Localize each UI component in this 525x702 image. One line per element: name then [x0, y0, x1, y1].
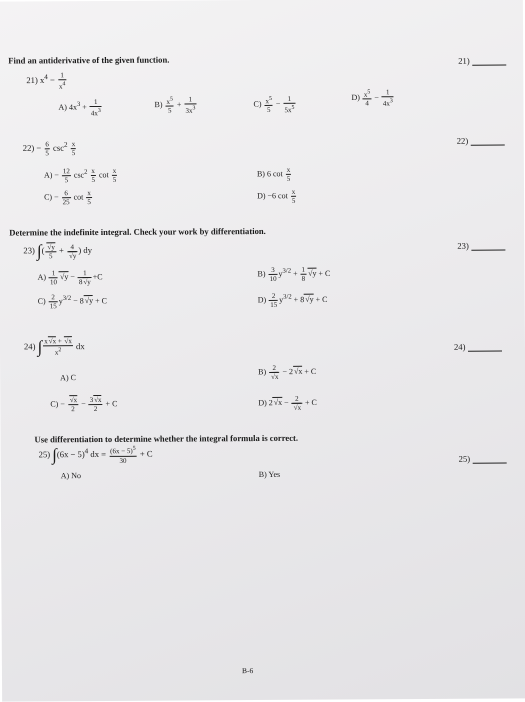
- page-label: B-6: [241, 666, 254, 676]
- q24-choice-d[interactable]: D) 2√x − $\frac{2}{√x}$ + C: [258, 394, 317, 412]
- q23-choice-c[interactable]: C) $\frac{2}{15}$ $y^{3/2} - 8√y + C$: [37, 293, 108, 311]
- q24-prompt: 24) ∫ $\frac{x√x + √x}{x^2}$ dx: [23, 337, 85, 357]
- q22-answer-blank[interactable]: [457, 136, 506, 146]
- q22-choice-c[interactable]: C) − $\frac{6}{25}$ cot $\frac{x}{5}$: [44, 189, 91, 207]
- q23-answer-blank[interactable]: [457, 241, 506, 251]
- section1-instruction: Find an antiderivative of the given function.: [8, 54, 170, 66]
- q25-answer-blank[interactable]: [459, 454, 508, 464]
- q23-choice-d[interactable]: D) $\frac{2}{15}$ $y^{3/2} + 8√y + C$: [257, 291, 328, 309]
- q22-choice-b[interactable]: B) 6 cot $\frac{x}{5}$: [256, 165, 291, 183]
- q23-prompt: 23) ∫( $\frac{√y}{5}$ + $\frac{4}{√y}$ ) dy: [23, 241, 93, 261]
- q25-choice-a[interactable]: A) No: [60, 471, 82, 481]
- q21-number: 21): [458, 55, 470, 66]
- section3-instruction: Use differentiation to determine whether the integral formula is correct.: [34, 432, 299, 445]
- q22-prompt: 22) − $\frac{6}{5}$ $\csc^2$ $\frac{x}{5}$: [22, 140, 76, 158]
- q21-choice-d[interactable]: D) $\frac{x^5}{4}$ − $\frac{1}{4x^3}$: [351, 88, 393, 108]
- section2-instruction: Determine the indefinite integral. Check your work by differentiation.: [9, 225, 266, 238]
- q21-prompt: 21) $x^4$ − $\frac{1}{x^4}$: [26, 71, 66, 91]
- q24-choice-b[interactable]: B) $\frac{2}{√x}$ − 2√x + C: [258, 363, 317, 381]
- q23-choice-b[interactable]: B) $\frac{3}{10}$ $y^{3/2}$ + $\frac{1}{8}$ √y + C: [257, 265, 331, 283]
- q21-choice-c[interactable]: C) $\frac{x^5}{5}$ − $\frac{1}{5x^5}$: [253, 94, 295, 115]
- q21-choice-a[interactable]: A) $4x^3$ + $\frac{1}{4x^3}$: [58, 98, 101, 118]
- q22-choice-d[interactable]: D) −6 cot $\frac{x}{5}$: [257, 187, 296, 205]
- q22-choice-a[interactable]: A) − $\frac{12}{5}$ $\csc^2$ $\frac{x}{5}$ cot $\frac{x}{5}$: [43, 166, 117, 185]
- q25-number: 25): [458, 453, 471, 464]
- q21-answer-blank[interactable]: [458, 56, 507, 66]
- q23-choice-a[interactable]: A) $\frac{1}{10}$ √y − $\frac{1}{8√y}$ +C: [37, 269, 103, 287]
- q25-choice-b[interactable]: B) Yes: [258, 469, 281, 480]
- q22-number: 22): [456, 135, 469, 146]
- q24-number: 24): [453, 341, 466, 352]
- q24-choice-a[interactable]: A) C: [60, 373, 76, 383]
- q24-answer-blank[interactable]: [454, 342, 503, 352]
- q25-prompt: 25) $\int(6x - 5)^4$ dx = $\frac{(6x - 5)^5}{30}$ + C: [38, 445, 153, 465]
- q24-choice-c[interactable]: C) − $\frac{√x}{2}$ − $\frac{3√x}{2}$ + C: [50, 395, 118, 414]
- q21-choice-b[interactable]: B) $\frac{x^5}{5}$ + $\frac{1}{3x^3}$: [154, 95, 196, 115]
- q23-number: 23): [457, 240, 469, 251]
